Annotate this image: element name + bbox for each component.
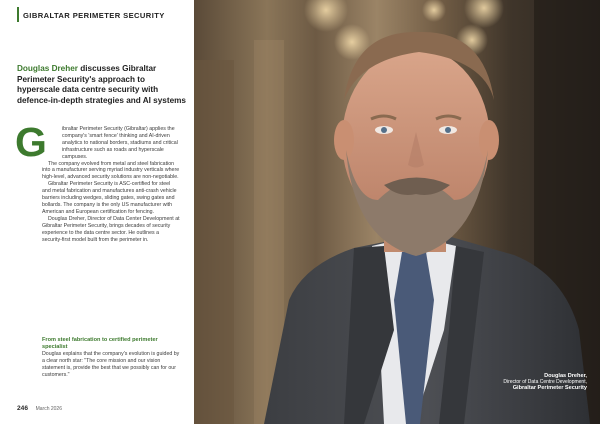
paragraph-2: The company evolved from metal and steel fabrication into a manufacturer serving myriad industry verticals where high-level, advanced security solutions are non-negotiable. xyxy=(42,160,180,181)
paragraph-4: Douglas Dreher, Director of Data Center Development at Gibraltar Perimeter Security, brings decades of security experience to the data centre sector. He outlines a security-first model built from the perimeter in. xyxy=(42,215,180,243)
photo-caption xyxy=(503,373,587,392)
paragraph-5: Douglas explains that the company's evolution is guided by a clear north star: "The core mission and our vision statement is, provide the best that we possibly can for our customers." xyxy=(42,351,180,378)
section-title: GIBRALTAR PERIMETER SECURITY xyxy=(23,11,165,20)
section-accent-bar xyxy=(17,7,19,22)
issue-date: March 2026 xyxy=(35,406,62,412)
text-column xyxy=(0,0,194,424)
headline-name: Douglas Dreher xyxy=(17,64,78,73)
caption-company: Gibraltar Perimeter Security xyxy=(512,385,587,392)
paragraph-1: ibraltar Perimeter Security (Gibraltar) applies the company's 'smart fence' thinking and AI-driven analytics to national borders, stadiums and critical infrastructure such as roads and hyperscale campuses. xyxy=(62,126,178,160)
caption-role: Director of Data Centre Development, xyxy=(503,379,587,386)
headline xyxy=(17,64,187,106)
headline-text: discusses Gibraltar Perimeter Security's approach to hyperscale data centre security with defence-in-depth strategies and AI systems xyxy=(17,64,186,105)
drop-cap: G xyxy=(15,119,47,165)
portrait-photo xyxy=(194,0,600,424)
page-number: 246 xyxy=(17,405,29,412)
subheading: From steel fabrication to certified perimeter specialist xyxy=(42,337,158,350)
page-footer xyxy=(17,405,62,412)
paragraph-3: Gibraltar Perimeter Security is ASC-certified for steel and metal fabrication and manufactures anti-crash vehicle barriers including wedges, sliding gates, swing gates and bollards. The company is the only US manufacturer with American and European certification for fencing. xyxy=(42,181,177,215)
portrait-illustration xyxy=(194,0,600,424)
caption-name: Douglas Dreher, xyxy=(544,373,587,379)
article-body xyxy=(42,126,180,243)
